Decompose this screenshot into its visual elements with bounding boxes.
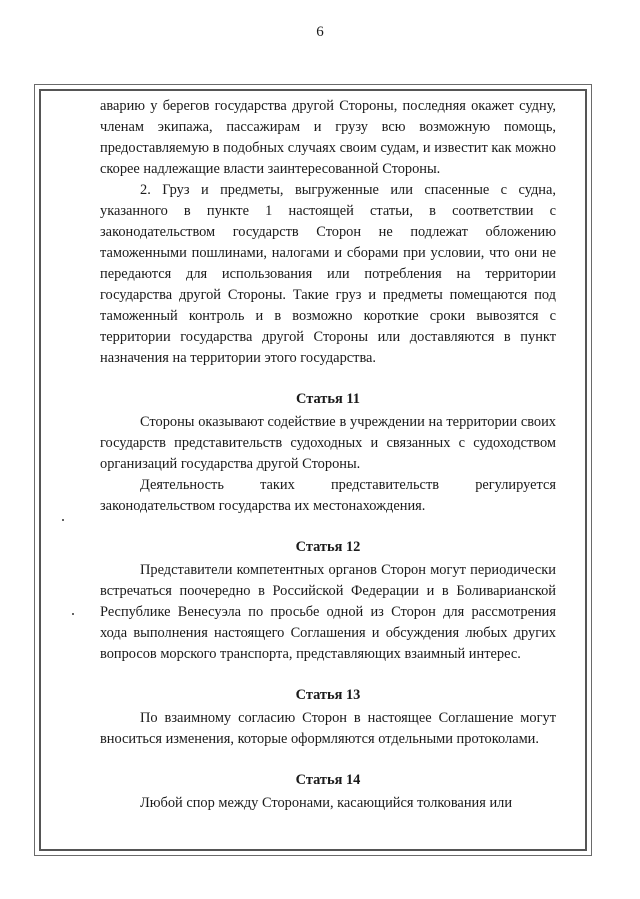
heading-spacer bbox=[100, 665, 556, 685]
heading-spacer bbox=[100, 517, 556, 537]
article-heading: Статья 13 bbox=[295, 687, 361, 703]
scan-speck bbox=[62, 519, 64, 521]
article-heading: Статья 11 bbox=[296, 391, 360, 407]
heading-spacer bbox=[100, 750, 556, 770]
paragraph: Любой спор между Сторонами, касающийся толкования или bbox=[140, 795, 513, 811]
paragraph: 2. Груз и предметы, выгруженные или спасенные с судна, указанного в пункте 1 настоящей статьи, в соответствии с законодательством государств Сторон не подлежат обложению таможенными пошлинами, налогами и сборами при условии, что они не передаются для использования или потребления на территории государства другой Стороны. Такие груз и предметы помещаются под таможенный контроль и в возможно короткие сроки вывозятся с территории государства другой Стороны или доставляются в пункт назначения на территории этого государства. bbox=[100, 182, 556, 366]
document-body bbox=[100, 96, 556, 814]
article-heading: Статья 14 bbox=[295, 772, 361, 788]
page-number: 6 bbox=[316, 24, 324, 40]
paragraph: Представители компетентных органов Сторон могут периодически встречаться поочередно в Российской Федерации и в Боливарианской Республике Венесуэла по просьбе одной из Сторон для рассмотрения хода выполнения настоящего Соглашения и обсуждения любых других вопросов морского транспорта, представляющих взаимный интерес. bbox=[100, 562, 556, 662]
article-heading: Статья 12 bbox=[295, 539, 361, 555]
paragraph: Стороны оказывают содействие в учреждении на территории своих государств представительств судоходных и связанных с судоходством организаций государства другой Стороны. bbox=[100, 414, 556, 472]
paragraph: Деятельность таких представительств регулируется законодательством государства их местонахождения. bbox=[100, 477, 556, 514]
paragraph: аварию у берегов государства другой Стороны, последняя окажет судну, членам экипажа, пассажирам и грузу всю возможную помощь, предоставляемую в подобных случаях своим судам, и известит как можно скорее надлежащие власти заинтересованной Стороны. bbox=[100, 98, 556, 177]
heading-spacer bbox=[100, 369, 556, 389]
scan-speck bbox=[72, 613, 74, 615]
paragraph: По взаимному согласию Сторон в настоящее Соглашение могут вноситься изменения, которые оформляются отдельными протоколами. bbox=[100, 710, 556, 747]
